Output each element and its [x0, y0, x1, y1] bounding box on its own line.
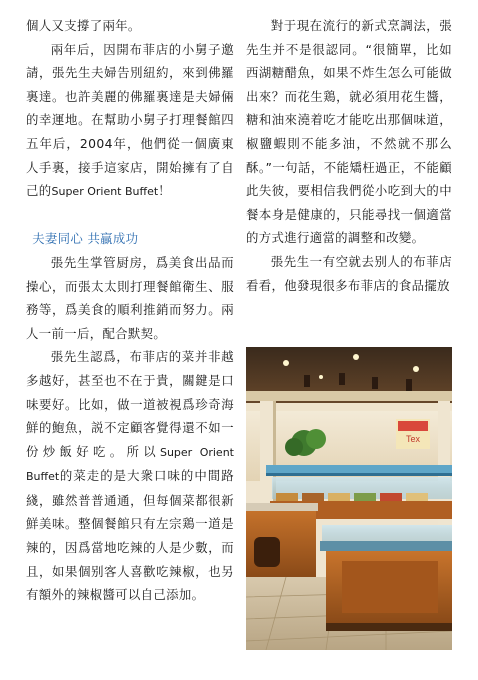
food-tray — [380, 493, 402, 501]
paragraph-visits: 張先生一有空就去别人的布菲店看看，他發現很多布菲店的食品擺放 — [246, 253, 452, 293]
plant — [306, 429, 326, 449]
island-top — [320, 541, 452, 551]
left-column — [26, 14, 234, 607]
side-counter-panel — [254, 537, 280, 567]
ceiling-beam — [246, 391, 452, 401]
restaurant-name: Super Orient Buffet — [51, 185, 159, 199]
hanging-lamp — [304, 375, 310, 387]
island-panel — [342, 561, 438, 613]
island-guard — [322, 525, 452, 543]
hanging-lamp — [372, 377, 378, 389]
paragraph-menu-text-a: 張先生認爲，布菲店的菜并非越多越好，甚至也不在于貴，關鍵是口味要好。比如，做一道被視爲珍奇海鮮的鮑魚，説不定顧客覺得還不如一份炒飯好吃。所以 — [26, 349, 234, 459]
paragraph-menu-philosophy — [26, 345, 234, 607]
buffet-interior-illustration — [246, 347, 452, 650]
food-tray — [406, 493, 428, 501]
paragraph-continuation: 個人又支撐了兩年。 — [26, 18, 141, 33]
paragraph-florida — [26, 38, 234, 204]
wall-sign-accent — [398, 421, 428, 431]
food-tray — [276, 493, 298, 501]
ceiling-beam-2 — [246, 403, 452, 411]
ceiling-light — [353, 354, 359, 360]
paragraph-cooking-views: 對于現在流行的新式烹調法，張先生并不是很認同。“很簡單，比如西湖糖醋魚，如果不炸生怎么可能做出來？而花生鶏，就必須用花生醬，糖和油來澆着吃才能吃出那個味道，椒鹽蝦則不能多油，不然就不那么酥。”一句話，不能矯枉過正，不能顧此失彼，要相信我們從小吃到大的中餐本身是健康的，只能尋找一個適當的方式進行適當的調整和改變。 — [246, 18, 452, 246]
food-tray — [302, 493, 324, 501]
side-counter-top — [246, 503, 318, 511]
food-tray — [354, 493, 376, 501]
plant — [285, 438, 303, 456]
hanging-lamp — [406, 379, 412, 391]
wall-sign-text: Tex — [406, 434, 421, 444]
food-tray — [328, 493, 350, 501]
ceiling-light — [413, 366, 419, 372]
hanging-lamp — [339, 373, 345, 385]
restaurant-name-2: Super Orient Buffet — [26, 445, 234, 484]
ceiling-light — [319, 375, 323, 379]
buffet-canopy-trim — [266, 473, 452, 476]
right-column — [246, 14, 452, 297]
section-heading: 夫妻同心 共贏成功 — [32, 231, 139, 247]
ceiling-light — [283, 360, 289, 366]
paragraph-florida-end: ！ — [158, 183, 171, 199]
paragraph-roles: 張先生掌管厨房，爲美食出品而操心，而張太太則打理餐館衛生、服務等，爲美食的順利推銷而努力。兩人一前一后，配合默契。 — [26, 254, 234, 341]
island-base — [326, 623, 452, 631]
paragraph-florida-text: 兩年后，因開布菲店的小舅子邀請，張先生夫婦告別紐約，來到佛羅裏達。也許美麗的佛羅裏達是夫婦倆的幸運地。在幫助小舅子打理餐館四五年后，2004年，他們從一個廣東人手裏，接手這家店，開始擁有了自己的 — [26, 41, 234, 199]
paragraph-menu-text-b: 的菜走的是大衆口味的中間路綫，雖然普普通通，但每個菜都很新鮮美味。整個餐館只有左宗鶏一道是辣的，因爲當地吃辣的人是少數，而且，如果個别客人喜歡吃辣椒，也另有額外的辣椒醬可以自己添加。 — [26, 468, 234, 603]
buffet-photo — [246, 347, 452, 650]
